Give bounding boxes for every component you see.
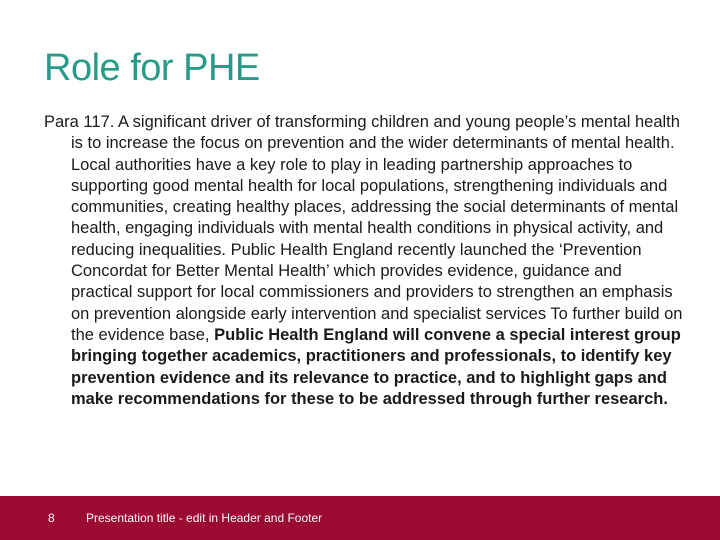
paragraph-regular-text: Para 117. A significant driver of transforming children and young people’s mental health is to increase the focus on prevention and the wider determinants of mental health. Local authorities have a key role to play in leading partnership approaches to supporting good mental health for local populations, strengthening individuals and communities, creating healthy places, addressing the social determinants of mental health, engaging individuals with mental health conditions in physical activity, and reducing inequalities. Public Health England recently launched the ‘Prevention Concordat for Better Mental Health’ which provides evidence, guidance and practical support for local commissioners and providers to strengthen an emphasis on prevention alongside early intervention and specialist services To further build on the evidence base, [44, 113, 683, 344]
footer-bar [0, 496, 720, 540]
footer-text: Presentation title - edit in Header and Footer [86, 511, 323, 525]
body-paragraph [44, 112, 684, 410]
page-number: 8 [48, 511, 55, 525]
paragraph-bold-text: Public Health England will convene a special interest group bringing together academics, practitioners and professionals, to identify key prevention evidence and its relevance to practice, and to highlight gaps and make recommendations for these to be addressed through further research. [71, 325, 681, 408]
slide-title: Role for PHE [44, 47, 260, 89]
